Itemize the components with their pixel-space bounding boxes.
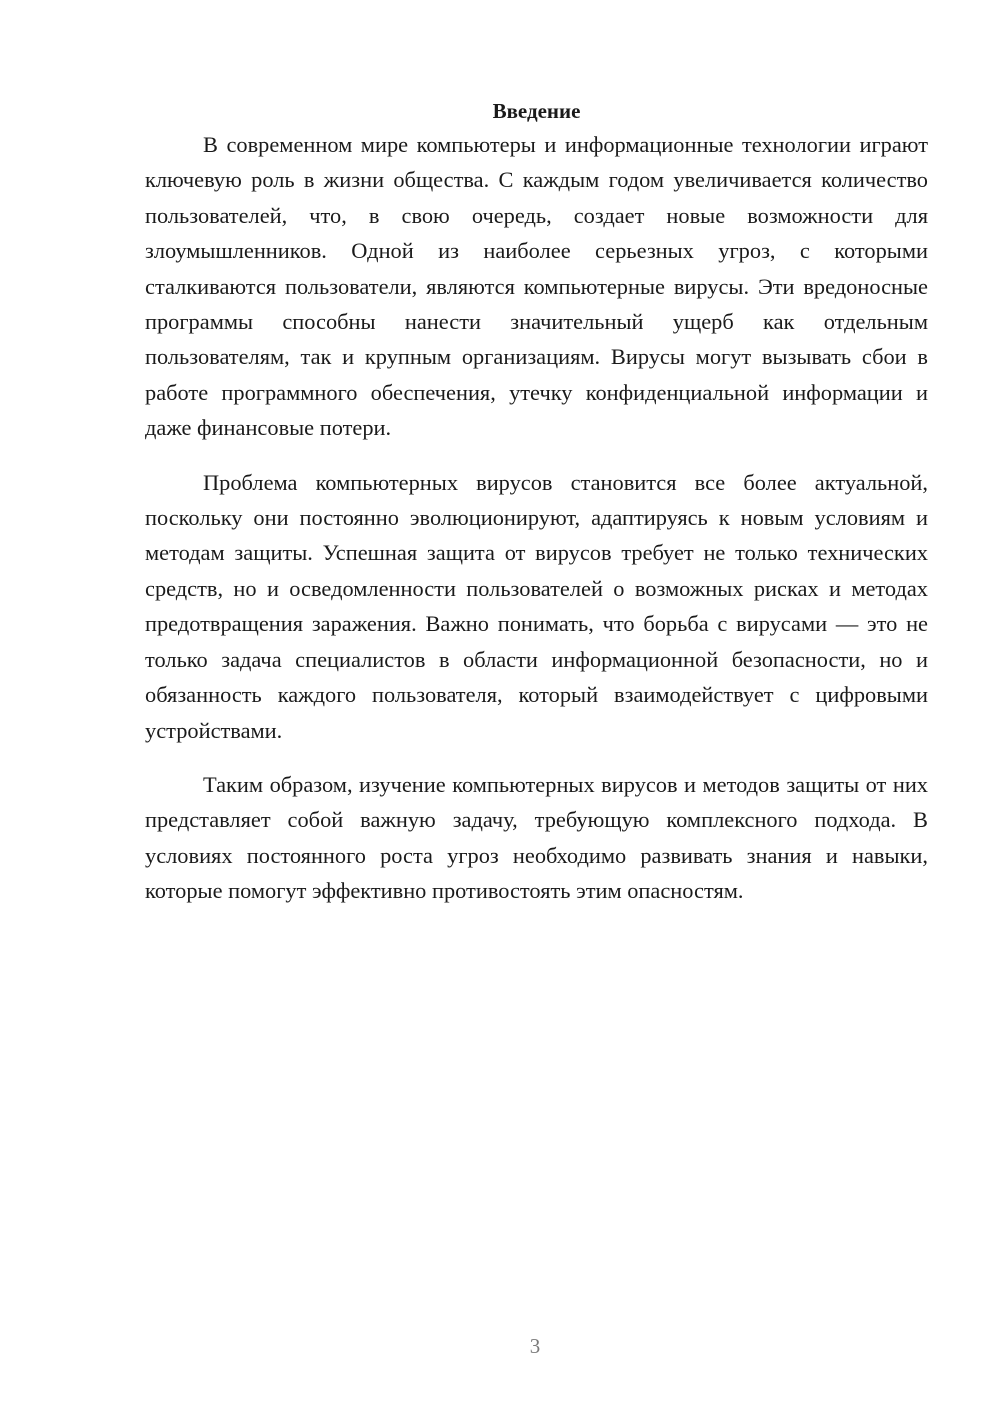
page-content (145, 95, 928, 909)
section-heading: Введение (492, 99, 581, 123)
page-number: 3 (529, 1334, 541, 1358)
paragraph-1: В современном мире компьютеры и информационные технологии играют ключевую роль в жизни общества. С каждым годом увеличивается количество пользователей, что, в свою очередь, создает новые возможности для злоумышленников. Одной из наиболее серьезных угроз, с которыми сталкиваются пользователи, являются компьютерные вирусы. Эти вредоносные программы способны нанести значительный ущерб как отдельным пользователям, так и крупным организациям. Вирусы могут вызывать сбои в работе программного обеспечения, утечку конфиденциальной информации и даже финансовые потери. (145, 132, 928, 441)
paragraph-2: Проблема компьютерных вирусов становится все более актуальной, поскольку они постоянно эволюционируют, адаптируясь к новым условиям и методам защиты. Успешная защита от вирусов требует не только технических средств, но и осведомленности пользователей о возможных рисках и методах предотвращения заражения. Важно понимать, что борьба с вирусами — это не только задача специалистов в области информационной безопасности, но и обязанность каждого пользователя, который взаимодействует с цифровыми устройствами. (145, 469, 928, 743)
paragraph-3: Таким образом, изучение компьютерных вирусов и методов защиты от них представляет собой важную задачу, требующую комплексного подхода. В условиях постоянного роста угроз необходимо развивать знания и навыки, которые помогут эффективно противостоять этим опасностям. (145, 771, 928, 904)
